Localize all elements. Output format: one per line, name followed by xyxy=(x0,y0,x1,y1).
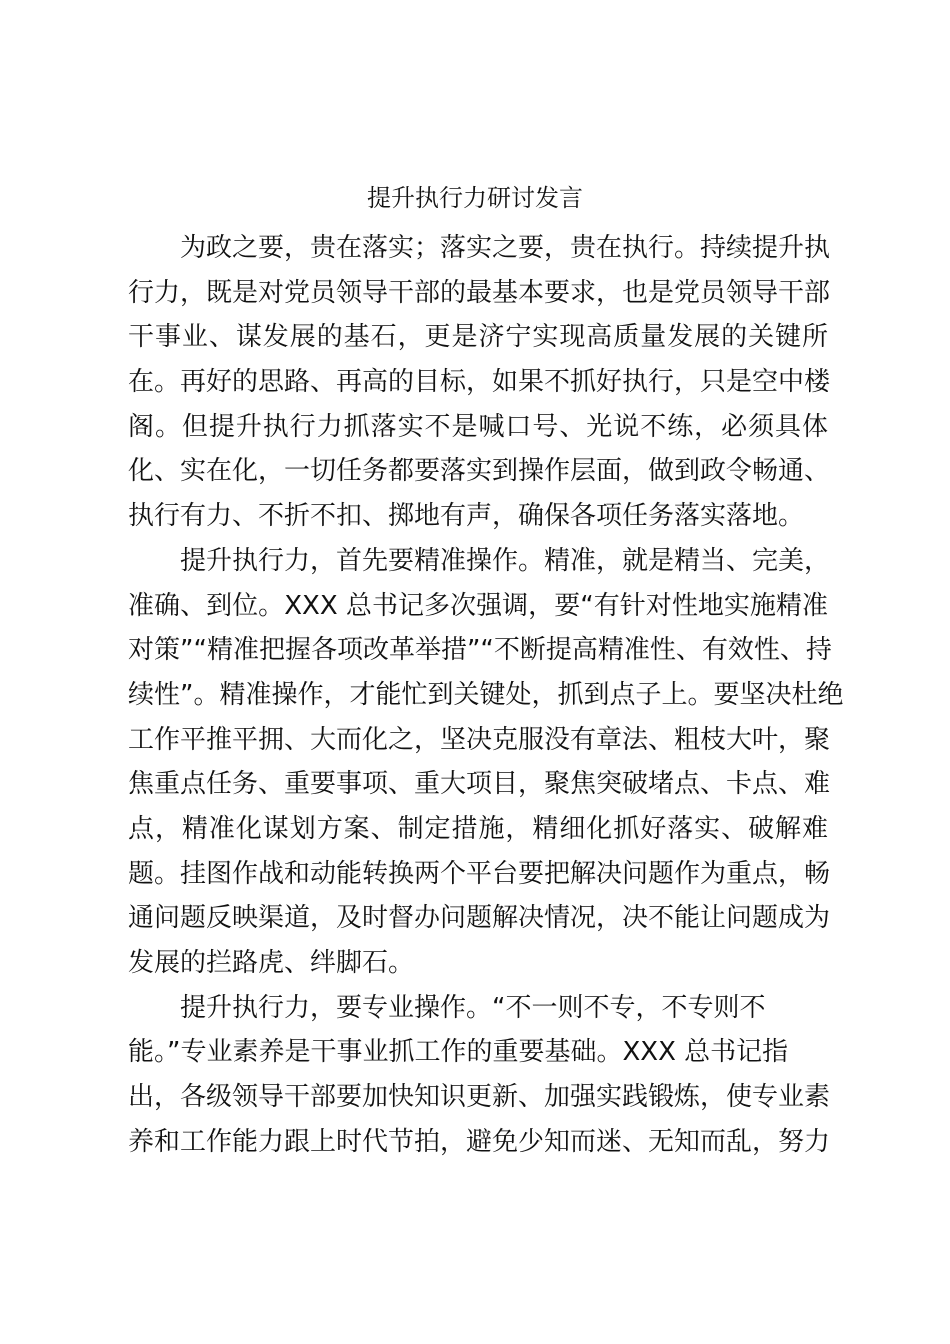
document-body xyxy=(128,226,844,1164)
text-line: 养和工作能力跟上时代节拍，避免少知而迷、无知而乱，努力 xyxy=(128,1126,831,1157)
document-title: 提升执行力研讨发言 xyxy=(367,184,583,212)
text-line: 通问题反映渠道，及时督办问题解决情况，决不能让问题成为 xyxy=(128,903,831,934)
text-line: 执行有力、不折不扣、掷地有声，确保各项任务落实落地。 xyxy=(128,501,805,532)
text-line: 阁。但提升执行力抓落实不是喊口号、光说不练，必须具体 xyxy=(128,411,828,442)
text-line: 准确、到位。XXX 总书记多次强调，要“有针对性地实施精准 xyxy=(128,590,828,621)
text-line: 工作平推平拥、大而化之，坚决克服没有章法、粗枝大叶，聚 xyxy=(128,724,831,755)
text-line: 续性”。精准操作，才能忙到关键处，抓到点子上。要坚决杜绝 xyxy=(128,679,844,710)
text-line: 能。”专业素养是干事业抓工作的重要基础。XXX 总书记指 xyxy=(128,1037,789,1068)
text-line: 为政之要，贵在落实；落实之要，贵在执行。持续提升执 xyxy=(180,233,831,263)
text-line: 化、实在化，一切任务都要落实到操作层面，做到政令畅通、 xyxy=(128,456,831,487)
text-line: 题。挂图作战和动能转换两个平台要把解决问题作为重点，畅 xyxy=(128,858,831,889)
text-line: 在。再好的思路、再高的目标，如果不抓好执行，只是空中楼 xyxy=(128,367,831,398)
text-line: 点，精准化谋划方案、制定措施，精细化抓好落实、破解难 xyxy=(128,813,828,844)
text-line: 提升执行力，首先要精准操作。精准，就是精当、完美， xyxy=(180,545,831,576)
text-line: 出，各级领导干部要加快知识更新、加强实践锻炼，使专业素 xyxy=(128,1082,831,1113)
text-line: 发展的拦路虎、绊脚石。 xyxy=(128,948,415,978)
text-line: 提升执行力，要专业操作。“不一则不专，不专则不 xyxy=(180,992,766,1023)
text-line: 行力，既是对党员领导干部的最基本要求，也是党员领导干部 xyxy=(128,277,831,308)
text-line: 焦重点任务、重要事项、重大项目，聚焦突破堵点、卡点、难 xyxy=(128,769,831,800)
text-line: 对策”“精准把握各项改革举措”“不断提高精准性、有效性、持 xyxy=(128,635,832,666)
text-line: 干事业、谋发展的基石，更是济宁实现高质量发展的关键所 xyxy=(128,322,828,353)
